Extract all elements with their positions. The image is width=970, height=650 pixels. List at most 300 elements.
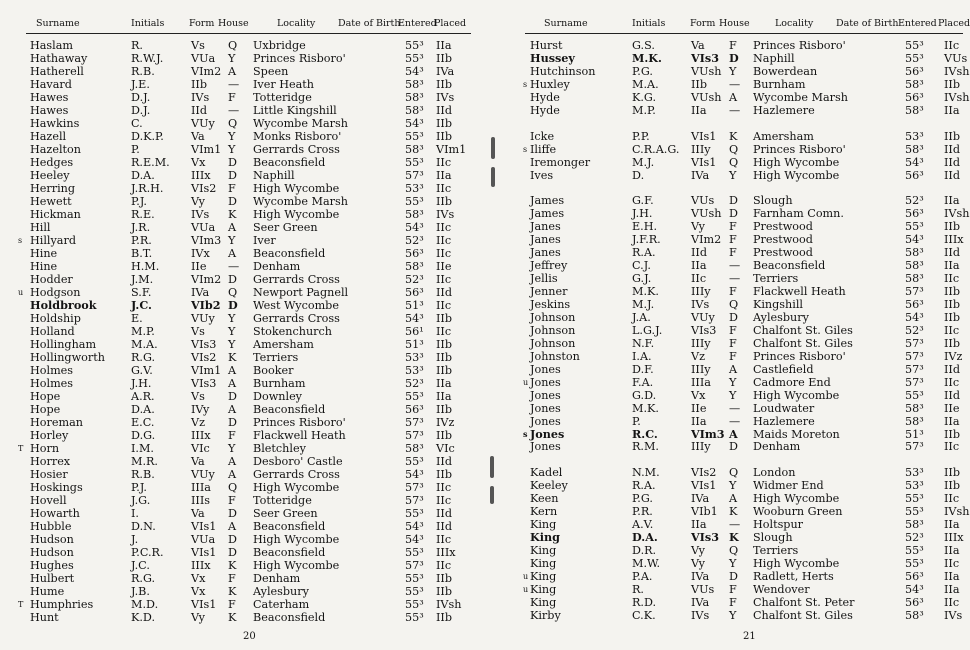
entered-cell: 52³ (905, 194, 924, 208)
surname-cell: Ives (530, 168, 554, 182)
surname-cell: Hughes (30, 559, 74, 572)
placed-cell: IIc (944, 39, 960, 52)
entered-cell: 58³ (405, 91, 424, 104)
initials-cell: N.M. (632, 466, 660, 480)
locality-cell: Seer Green (253, 507, 318, 520)
locality-cell: Flackwell Heath (753, 285, 846, 299)
form-cell: VIs3 (691, 50, 719, 65)
house-cell: Y (228, 52, 236, 65)
form-cell: IIIx (191, 559, 211, 572)
surname-cell: King (530, 530, 560, 545)
form-cell: VIm3 (691, 426, 725, 441)
entered-cell: 51³ (405, 338, 424, 351)
header-locality: Locality (775, 18, 814, 29)
locality-cell: High Wycombe (753, 557, 840, 570)
surname-cell: Johnson (530, 336, 576, 350)
form-cell: VUs (691, 582, 715, 596)
form-cell: VIs3 (691, 323, 717, 337)
form-cell: IIIx (191, 169, 211, 182)
placed-cell: IIb (436, 468, 453, 481)
placed-cell: IVz (944, 349, 963, 363)
surname-cell: Hill (30, 221, 51, 234)
entered-cell: 55³ (405, 390, 424, 403)
house-cell: D (729, 440, 738, 454)
form-cell: VUsh (691, 90, 722, 104)
placed-cell: IIb (944, 310, 961, 324)
placed-cell: VIm1 (436, 143, 467, 156)
house-cell: Y (228, 130, 236, 143)
form-cell: Vs (191, 390, 205, 403)
placed-cell: IIb (436, 195, 453, 208)
placed-cell: IIIx (944, 233, 964, 247)
locality-cell: Burnham (753, 77, 806, 91)
row-prefix: u (523, 584, 529, 594)
placed-cell: IIa (944, 569, 960, 583)
placed-cell: VUs (944, 51, 968, 65)
form-cell: Vz (691, 349, 705, 363)
initials-cell: G.D. (632, 388, 657, 402)
entered-cell: 55³ (405, 39, 424, 52)
house-cell: Y (729, 608, 737, 622)
locality-cell: Princes Risboro' (253, 52, 346, 65)
initials-cell: J.R.H. (131, 182, 164, 195)
entered-cell: 58³ (405, 208, 424, 221)
placed-cell: IVs (436, 208, 455, 221)
house-cell: A (228, 247, 237, 260)
surname-cell: Hazell (30, 130, 67, 143)
locality-cell: High Wycombe (253, 182, 340, 195)
initials-cell: M.K. (632, 401, 659, 415)
house-cell: Q (228, 117, 238, 130)
house-cell: K (228, 559, 237, 572)
surname-cell: Jeffrey (530, 259, 568, 273)
header-form: Form (690, 18, 716, 29)
locality-cell: Chalfont St. Giles (753, 608, 853, 622)
entered-cell: 57³ (905, 285, 924, 299)
form-cell: Vx (691, 388, 706, 402)
form-cell: Vy (691, 544, 705, 558)
initials-cell: H.M. (131, 260, 160, 273)
entered-cell: 55³ (405, 546, 424, 559)
house-cell: — (729, 272, 741, 286)
initials-cell: J.C. (131, 298, 152, 312)
form-cell: IIIy (691, 142, 711, 156)
surname-cell: Heeley (30, 169, 70, 182)
initials-cell: D.A. (131, 169, 155, 182)
form-cell: IIIx (191, 429, 211, 442)
initials-cell: R.A. (632, 479, 656, 493)
locality-cell: Wycombe Marsh (753, 90, 848, 104)
house-cell: F (729, 285, 737, 299)
placed-cell: IIc (436, 559, 452, 572)
placed-cell: IIb (436, 403, 453, 416)
form-cell: IId (191, 104, 208, 117)
pencil-mark (490, 456, 494, 478)
house-cell: D (228, 390, 237, 403)
initials-cell: P. (131, 143, 140, 156)
house-cell: D (729, 50, 739, 65)
surname-cell: Horeman (30, 416, 83, 429)
locality-cell: Aylesbury (753, 310, 809, 324)
initials-cell: C.J. (632, 259, 651, 273)
initials-cell: J.C. (131, 559, 150, 572)
entered-cell: 51³ (905, 427, 924, 441)
locality-cell: High Wycombe (753, 155, 840, 169)
surname-cell: Johnston (530, 349, 580, 363)
surname-cell: Hunt (30, 611, 59, 624)
locality-cell: Chalfont St. Giles (753, 323, 853, 337)
house-cell: Q (228, 286, 238, 299)
entered-cell: 58³ (405, 104, 424, 117)
placed-cell: IVsh (944, 207, 970, 221)
initials-cell: J.A. (632, 310, 651, 324)
house-cell: D (228, 533, 237, 546)
initials-cell: M.A. (632, 77, 659, 91)
locality-cell: Hazlemere (753, 414, 815, 428)
entered-cell: 58³ (905, 401, 924, 415)
locality-cell: Prestwood (753, 220, 813, 234)
surname-cell: Jones (530, 362, 561, 376)
row-prefix: T (18, 600, 24, 609)
placed-cell: IIb (944, 427, 961, 441)
surname-cell: Hodder (30, 273, 73, 286)
entered-cell: 54³ (905, 310, 924, 324)
initials-cell: M.R. (131, 455, 158, 468)
entered-cell: 55³ (405, 585, 424, 598)
initials-cell: J.M. (131, 273, 154, 286)
initials-cell: P.G. (632, 64, 653, 78)
house-cell: — (729, 401, 741, 415)
form-cell: VUsh (691, 64, 722, 78)
initials-cell: P.A. (632, 569, 653, 583)
initials-cell: D.R. (632, 544, 657, 558)
surname-cell: Hickman (30, 208, 81, 221)
surname-cell: Janes (530, 220, 561, 234)
placed-cell: IIc (944, 492, 960, 506)
locality-cell: Amersham (253, 338, 314, 351)
surname-cell: Jones (530, 401, 561, 415)
form-cell: IIb (191, 78, 208, 91)
surname-cell: Herring (30, 182, 76, 195)
surname-cell: Hudson (30, 546, 74, 559)
form-cell: VIb2 (191, 298, 221, 312)
initials-cell: J.H. (131, 377, 152, 390)
surname-cell: Hutchinson (530, 64, 596, 78)
locality-cell: Flackwell Heath (253, 429, 346, 442)
pencil-mark (490, 486, 494, 504)
house-cell: A (729, 362, 738, 376)
initials-cell: J.R. (131, 221, 151, 234)
placed-cell: IIe (436, 260, 452, 273)
initials-cell: M.J. (632, 298, 655, 311)
house-cell: — (228, 78, 240, 91)
placed-cell: IIIx (436, 546, 456, 559)
house-cell: D (228, 416, 237, 429)
page-number: 21 (743, 631, 756, 642)
locality-cell: Seer Green (253, 221, 318, 234)
entered-cell: 58³ (905, 259, 924, 273)
initials-cell: R.C. (632, 426, 658, 441)
entered-cell: 55³ (905, 39, 924, 52)
header-placed: Placed (938, 18, 970, 29)
surname-cell: King (530, 557, 557, 570)
house-cell: Y (729, 557, 737, 570)
initials-cell: P.J. (131, 481, 147, 494)
house-cell: D (228, 507, 237, 520)
placed-cell: IIb (436, 429, 453, 442)
locality-cell: Princes Risboro' (753, 349, 846, 363)
entered-cell: 53³ (405, 351, 424, 364)
initials-cell: M.K. (632, 50, 662, 65)
surname-cell: Janes (530, 233, 561, 247)
initials-cell: L.G.J. (632, 323, 663, 337)
surname-cell: Johnson (530, 323, 576, 337)
placed-cell: IIa (436, 390, 452, 403)
house-cell: Y (228, 143, 236, 156)
locality-cell: Widmer End (753, 479, 824, 493)
surname-cell: Kirby (530, 608, 561, 622)
surname-cell: King (530, 582, 557, 596)
placed-cell: IIc (944, 375, 960, 389)
form-cell: IIa (691, 103, 707, 117)
placed-cell: IIc (944, 272, 960, 286)
locality-cell: Farnham Comn. (753, 207, 844, 221)
locality-cell: Wycombe Marsh (253, 195, 348, 208)
surname-cell: Haslam (30, 39, 74, 52)
initials-cell: R. (131, 39, 143, 52)
form-cell: Vs (191, 325, 205, 338)
entered-cell: 57³ (905, 349, 924, 363)
header-form: Form (189, 18, 215, 29)
entered-cell: 55³ (905, 544, 924, 558)
row-prefix: T (18, 444, 24, 453)
surname-cell: Hyde (530, 103, 560, 117)
entered-cell: 55³ (905, 51, 924, 65)
entered-cell: 55³ (905, 557, 924, 570)
placed-cell: IId (944, 155, 961, 169)
form-cell: Va (691, 39, 705, 52)
initials-cell: P.R. (632, 505, 653, 519)
form-cell: VUs (691, 194, 715, 208)
entered-cell: 54³ (405, 65, 424, 78)
form-cell: IIIy (691, 336, 711, 350)
initials-cell: F.A. (632, 375, 654, 389)
placed-cell: IVsh (944, 505, 970, 519)
form-cell: VIs3 (691, 530, 719, 545)
form-cell: IVa (691, 168, 710, 182)
locality-cell: Bowerdean (753, 64, 818, 78)
placed-cell: IIb (436, 364, 453, 377)
placed-cell: IId (436, 507, 453, 520)
entered-cell: 57³ (905, 440, 924, 454)
form-cell: VIm2 (691, 233, 722, 247)
form-cell: IIa (691, 414, 707, 428)
initials-cell: J.E. (131, 78, 150, 91)
placed-cell: IVs (944, 608, 963, 622)
house-cell: Q (228, 39, 238, 52)
house-cell: — (228, 104, 240, 117)
placed-cell: IId (944, 388, 961, 402)
placed-cell: IId (436, 455, 453, 468)
locality-cell: Beaconsfield (253, 546, 326, 559)
placed-cell: IId (944, 142, 961, 156)
initials-cell: K.G. (632, 90, 657, 104)
initials-cell: D.J. (131, 91, 151, 104)
placed-cell: IIc (436, 533, 452, 546)
house-cell: K (228, 611, 237, 624)
entered-cell: 55³ (405, 572, 424, 585)
entered-cell: 56³ (905, 569, 924, 583)
form-cell: VUy (191, 117, 215, 130)
placed-cell: IIb (944, 220, 961, 234)
locality-cell: Beaconsfield (253, 520, 326, 533)
placed-cell: IIb (436, 52, 453, 65)
locality-cell: Terriers (753, 272, 799, 286)
header-initials: Initials (131, 18, 165, 29)
form-cell: IVa (691, 492, 710, 506)
locality-cell: Slough (753, 531, 793, 545)
surname-cell: Hume (30, 585, 65, 598)
locality-cell: West Wycombe (253, 299, 339, 312)
house-cell: Q (729, 466, 739, 480)
locality-cell: Monks Risboro' (253, 130, 342, 143)
placed-cell: IVsh (944, 90, 970, 104)
form-cell: VUy (191, 312, 215, 325)
house-cell: A (228, 65, 237, 78)
locality-cell: Chalfont St. Giles (753, 336, 853, 350)
locality-cell: Terriers (253, 351, 299, 364)
locality-cell: High Wycombe (753, 388, 840, 402)
initials-cell: J.G. (131, 494, 151, 507)
locality-cell: Booker (253, 364, 294, 377)
entered-cell: 57³ (405, 481, 424, 494)
house-cell: Y (228, 338, 236, 351)
initials-cell: M.K. (632, 285, 659, 299)
house-cell: F (729, 220, 737, 234)
entered-cell: 58³ (405, 260, 424, 273)
initials-cell: J.H. (632, 207, 653, 221)
entered-cell: 54³ (905, 155, 924, 169)
surname-cell: Janes (530, 246, 561, 260)
entered-cell: 58³ (905, 608, 924, 622)
header-initials: Initials (632, 18, 666, 29)
placed-cell: IIa (436, 39, 452, 52)
locality-cell: Bletchley (253, 442, 306, 455)
placed-cell: IIc (436, 494, 452, 507)
locality-cell: Totteridge (253, 91, 312, 104)
house-cell: D (228, 273, 237, 286)
entered-cell: 54³ (405, 533, 424, 546)
locality-cell: Beaconsfield (253, 403, 326, 416)
locality-cell: Stokenchurch (253, 325, 332, 338)
surname-cell: James (530, 207, 565, 221)
surname-cell: Horrex (30, 455, 71, 468)
locality-cell: Chalfont St. Peter (753, 595, 855, 609)
placed-cell: IIb (944, 77, 961, 91)
initials-cell: P.C.R. (131, 546, 164, 559)
entered-cell: 55³ (405, 156, 424, 169)
placed-cell: IIb (436, 611, 453, 624)
entered-cell: 56³ (405, 286, 424, 299)
entered-cell: 56³ (905, 207, 924, 221)
form-cell: IIb (691, 77, 708, 91)
locality-cell: Newport Pagnell (253, 286, 349, 299)
placed-cell: IIa (436, 377, 452, 390)
locality-cell: Castlefield (753, 362, 814, 376)
house-cell: — (228, 260, 240, 273)
house-cell: Q (729, 544, 739, 558)
house-cell: F (228, 572, 236, 585)
surname-cell: Jones (530, 388, 561, 402)
placed-cell: IIb (944, 336, 961, 350)
entered-cell: 56³ (905, 168, 924, 182)
initials-cell: C.K. (632, 608, 656, 622)
house-cell: K (729, 129, 738, 143)
entered-cell: 55³ (405, 598, 424, 611)
form-cell: IIc (691, 272, 707, 286)
initials-cell: C. (131, 117, 143, 130)
locality-cell: Gerrards Cross (253, 143, 340, 156)
house-cell: — (729, 103, 741, 117)
surname-cell: Hubble (30, 520, 72, 533)
house-cell: D (228, 546, 237, 559)
locality-cell: Uxbridge (253, 39, 306, 52)
initials-cell: J.B. (131, 585, 150, 598)
entered-cell: 55³ (405, 130, 424, 143)
house-cell: A (228, 403, 237, 416)
house-cell: K (228, 585, 237, 598)
surname-cell: Holmes (30, 377, 74, 390)
form-cell: VIs1 (691, 155, 717, 169)
house-cell: F (228, 494, 236, 507)
entered-cell: 52³ (405, 273, 424, 286)
row-prefix: u (523, 377, 529, 387)
placed-cell: IId (436, 520, 453, 533)
header-house: House (218, 18, 249, 29)
placed-cell: IIb (944, 129, 961, 143)
surname-cell: Jellis (530, 272, 558, 286)
surname-cell: Hawes (30, 91, 69, 104)
placed-cell: IIb (436, 117, 453, 130)
form-cell: IIe (191, 260, 207, 273)
entered-cell: 54³ (405, 468, 424, 481)
initials-cell: D.J. (131, 104, 151, 117)
initials-cell: R.A. (632, 246, 656, 260)
placed-cell: IIa (944, 518, 960, 532)
surname-cell: Hollingham (30, 338, 97, 351)
header-dob: Date of Birth (836, 18, 899, 29)
form-cell: IVa (191, 286, 210, 299)
locality-cell: High Wycombe (253, 208, 340, 221)
entered-cell: 58³ (905, 77, 924, 91)
house-cell: D (228, 169, 237, 182)
house-cell: F (228, 182, 236, 195)
house-cell: K (729, 505, 738, 519)
form-cell: Vx (191, 585, 206, 598)
surname-cell: Kern (530, 505, 558, 519)
initials-cell: R.M. (632, 440, 659, 454)
form-cell: VIm1 (191, 364, 222, 377)
locality-cell: Princes Risboro' (253, 416, 346, 429)
house-cell: — (729, 77, 741, 91)
initials-cell: I.A. (632, 349, 652, 363)
entered-cell: 52³ (405, 377, 424, 390)
entered-cell: 55³ (405, 455, 424, 468)
entered-cell: 52³ (905, 323, 924, 337)
surname-cell: Hodgson (30, 286, 81, 299)
placed-cell: IIc (436, 221, 452, 234)
locality-cell: Naphill (753, 51, 795, 65)
